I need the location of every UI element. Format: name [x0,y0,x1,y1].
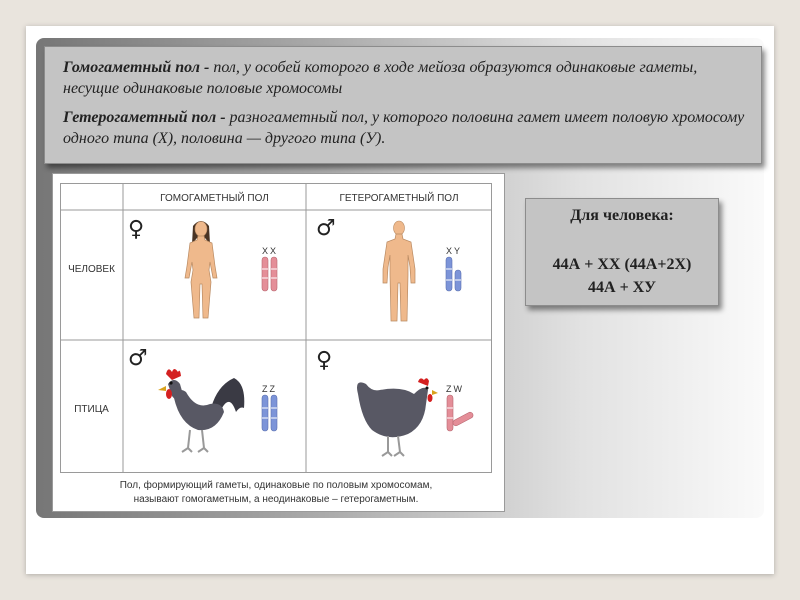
chromosome-label-zw: ZW [446,384,464,394]
definition-text: разногаметный пол, у которого половина гамет имеет половую хромосому одного типа (Х), половина — другого типа (У). [63,109,745,147]
rooster-illustration [150,364,250,458]
row-label-bird: ПТИЦА [74,404,109,415]
chromosome-label-xy: XY [446,246,463,256]
chromosome-zw-icon [444,394,476,434]
female-symbol-icon: ♀ [316,348,333,373]
chromosome-xy-icon [444,256,464,292]
figure-footnote-line2: называют гомогаметным, а неодинаковые – гетерогаметным. [133,494,419,505]
male-human-figure [380,219,418,325]
male-symbol-icon: ♂ [316,216,336,241]
female-formula: 44А + ХХ (44А+2Х) [552,256,692,273]
definitions-box [44,46,762,164]
female-symbol-icon: ♀ [128,217,145,242]
human-formula-box [525,198,719,306]
female-human-figure [178,218,224,322]
chromosome-label-xx: XX [262,246,279,256]
definition-term: Гетерогаметный пол - [63,109,226,126]
definition-heterogametic [63,107,753,149]
chromosome-zz-icon [260,394,280,432]
chromosome-label-zz: ZZ [262,384,277,394]
chromosome-xx-icon [260,256,280,292]
male-symbol-icon: ♂ [128,346,148,371]
hen-illustration [352,372,440,458]
definition-homogametic [63,57,753,99]
column-header-homogametic: ГОМОГАМЕТНЫЙ ПОЛ [160,193,269,204]
formula-box-title: Для человека: [570,207,674,224]
row-label-human: ЧЕЛОВЕК [68,264,115,275]
column-header-heterogametic: ГЕТЕРОГАМЕТНЫЙ ПОЛ [339,193,459,204]
definition-text: пол, у особей которого в ходе мейоза образуются одинаковые гаметы, несущие одинаковые половые хромосомы [63,59,698,97]
male-formula: 44А + ХУ [588,279,656,296]
figure-footnote-line1: Пол, формирующий гаметы, одинаковые по половым хромосомам, [119,480,433,491]
definition-term: Гомогаметный пол - [63,59,210,76]
